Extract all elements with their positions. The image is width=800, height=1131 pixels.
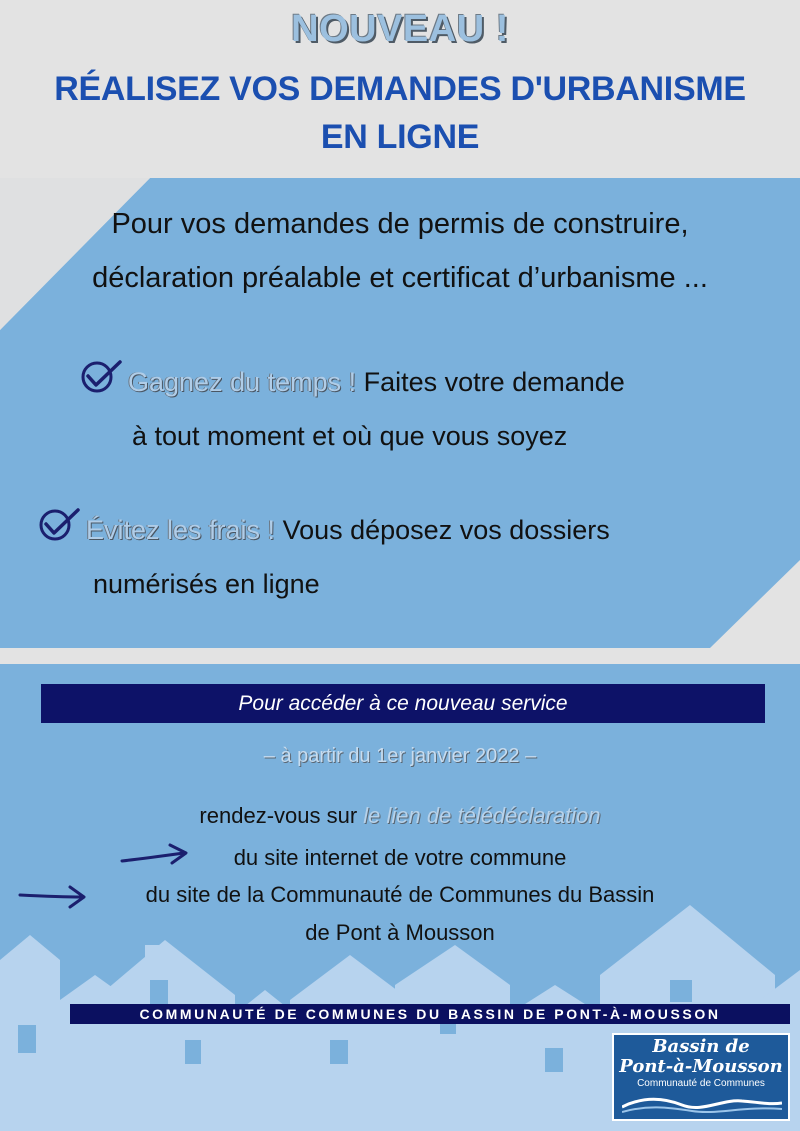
kicker-heading: NOUVEAU !: [291, 8, 509, 50]
benefit-highlight: Évitez les frais !: [86, 515, 276, 545]
access-banner: [41, 684, 765, 723]
visit-line: [0, 803, 800, 829]
check-circle-icon: [80, 358, 124, 410]
access-banner-text: Pour accéder à ce nouveau service: [238, 691, 568, 715]
benefit-continuation: numérisés en ligne: [93, 568, 320, 599]
check-circle-icon: [38, 506, 82, 558]
bridge-wave-icon: [622, 1093, 782, 1115]
start-date: – à partir du 1er janvier 2022 –: [263, 745, 537, 767]
logo-text-line1: Bassin de: [652, 1036, 750, 1057]
intro-line1: Pour vos demandes de permis de construire,: [111, 208, 689, 240]
visit-option-commune: du site internet de votre commune: [233, 845, 567, 870]
benefit-text: Vous déposez vos dossiers: [275, 515, 610, 545]
footer-banner: COMMUNAUTÉ DE COMMUNES DU BASSIN DE PONT-À-MOUSSON: [70, 1004, 790, 1024]
benefit-continuation: à tout moment et où que vous soyez: [132, 420, 568, 451]
teledeclaration-link[interactable]: le lien de télédéclaration: [363, 803, 601, 828]
ccbpam-logo: [612, 1033, 790, 1121]
page-title-line2: EN LIGNE: [320, 118, 480, 156]
visit-prefix: rendez-vous sur: [199, 803, 364, 828]
benefit-item: [80, 356, 780, 462]
visit-option-ccbpam-line1: du site de la Communauté de Communes du Bassin: [145, 882, 655, 907]
benefit-highlight: Gagnez du temps !: [128, 367, 357, 397]
logo-text-line3: Communauté de Communes: [637, 1078, 765, 1089]
logo-text-line2: Pont-à-Mousson: [619, 1056, 783, 1077]
page-title-line1: RÉALISEZ VOS DEMANDES D'URBANISME: [54, 70, 746, 108]
visit-option-ccbpam-line2: de Pont à Mousson: [305, 920, 495, 945]
benefit-text: Faites votre demande: [356, 367, 625, 397]
benefit-item: [38, 504, 778, 610]
intro-line2: déclaration préalable et certificat d’urbanisme ...: [92, 262, 708, 294]
